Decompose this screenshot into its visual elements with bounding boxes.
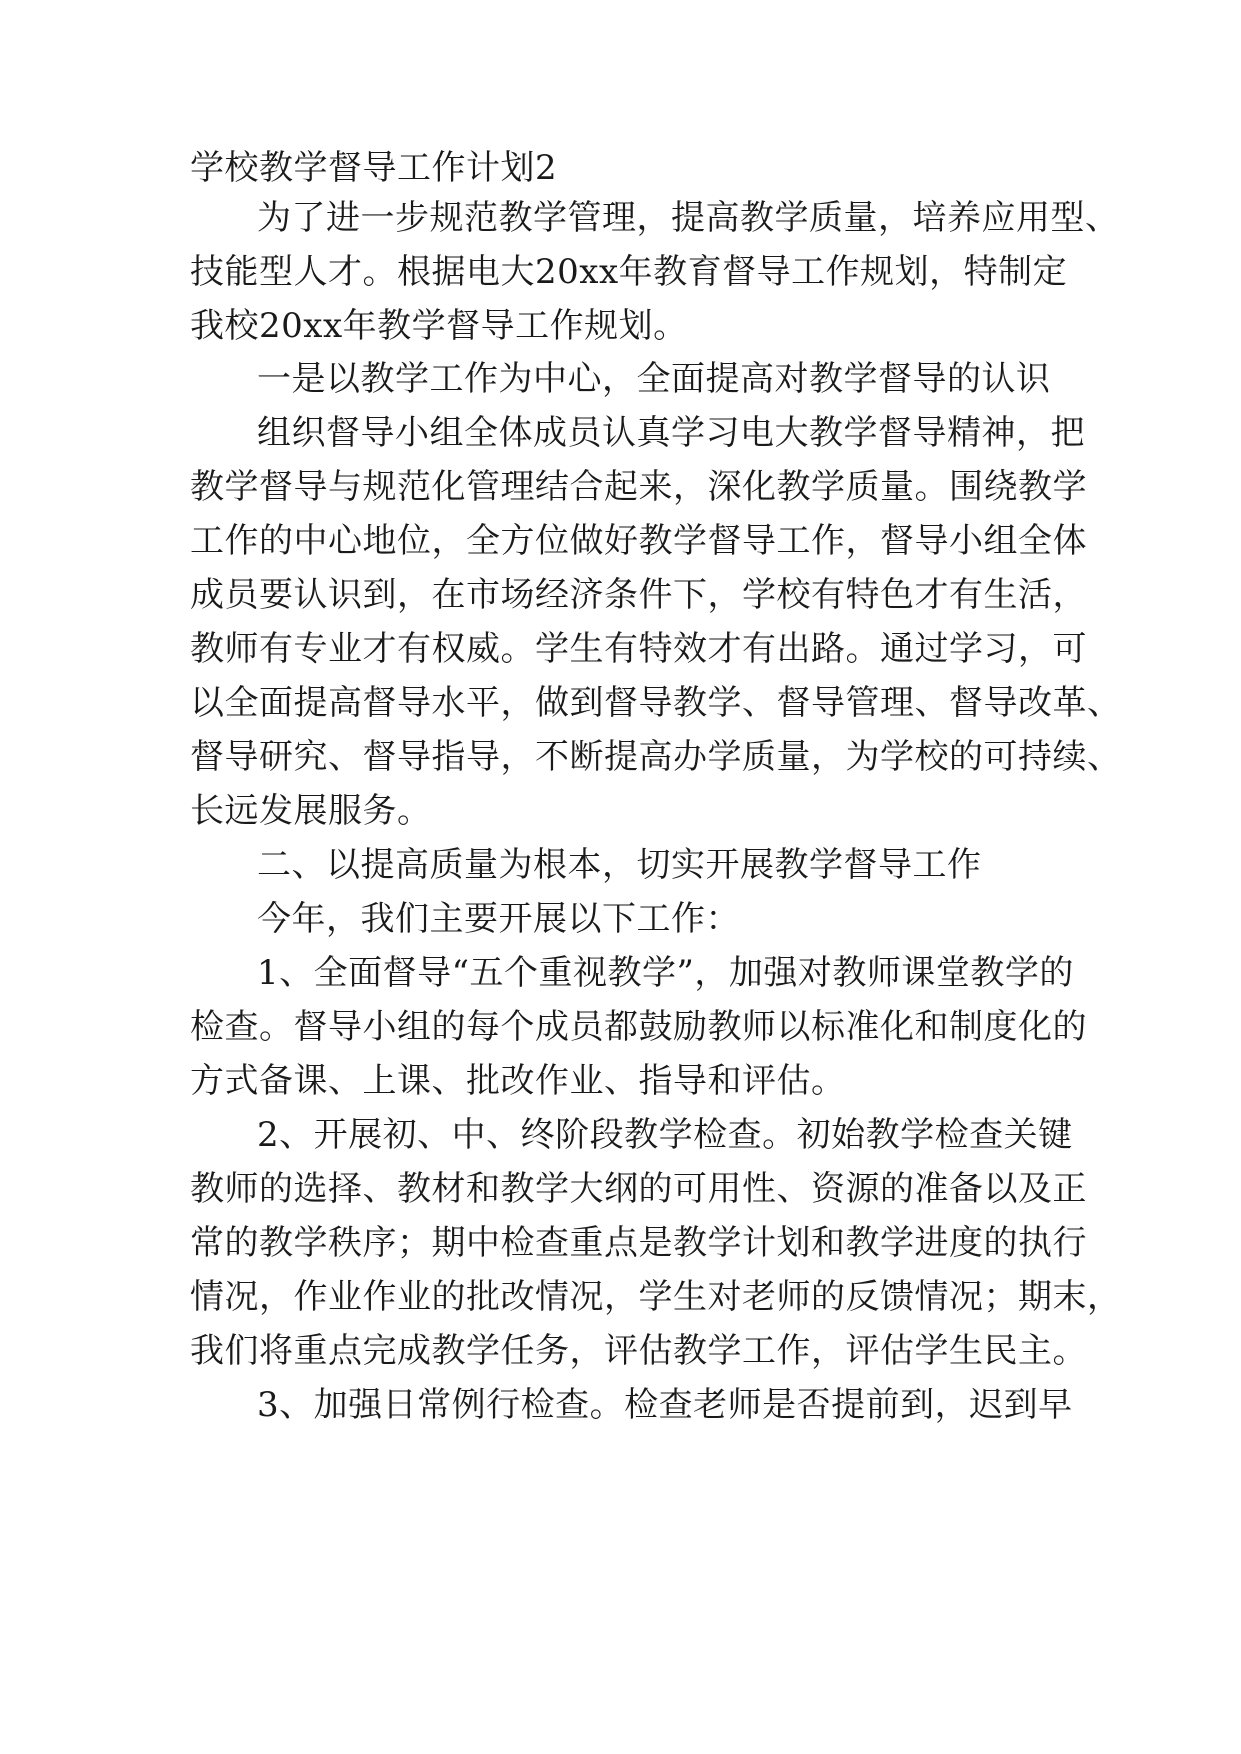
paragraph-line: 1、全面督导“五个重视教学”，加强对教师课堂教学的: [257, 953, 1074, 993]
paragraph-line: 今年，我们主要开展以下工作：: [257, 899, 740, 939]
paragraph-line: 3、加强日常例行检查。检查老师是否提前到，迟到早: [257, 1385, 1073, 1425]
paragraph-line: 成员要认识到，在市场经济条件下，学校有特色才有生活，: [190, 575, 1087, 615]
paragraph-line: 教师的选择、教材和教学大纲的可用性、资源的准备以及正: [190, 1169, 1087, 1209]
paragraph-line: 我们将重点完成教学任务，评估教学工作，评估学生民主。: [190, 1331, 1087, 1371]
paragraph-line: 以全面提高督导水平，做到督导教学、督导管理、督导改革、: [190, 683, 1122, 723]
paragraph-line: 方式备课、上课、批改作业、指导和评估。: [190, 1061, 846, 1101]
paragraph-line: 工作的中心地位，全方位做好教学督导工作，督导小组全体: [190, 521, 1087, 561]
paragraph-line: 技能型人才。根据电大20xx年教育督导工作规划，特制定: [190, 252, 1068, 292]
section-heading: 二、以提高质量为根本，切实开展教学督导工作: [257, 845, 982, 885]
paragraph-line: 为了进一步规范教学管理，提高教学质量，培养应用型、: [257, 198, 1120, 238]
paragraph-line: 教师有专业才有权威。学生有特效才有出路。通过学习，可: [190, 629, 1087, 669]
paragraph-line: 2、开展初、中、终阶段教学检查。初始教学检查关键: [257, 1115, 1073, 1155]
paragraph-line: 教学督导与规范化管理结合起来，深化教学质量。围绕教学: [190, 467, 1087, 507]
paragraph-line: 督导研究、督导指导，不断提高办学质量，为学校的可持续、: [190, 737, 1122, 777]
paragraph-line: 长远发展服务。: [190, 791, 432, 831]
paragraph-line: 检查。督导小组的每个成员都鼓励教师以标准化和制度化的: [190, 1007, 1087, 1047]
document-title: 学校教学督导工作计划2: [190, 148, 558, 188]
paragraph-line: 组织督导小组全体成员认真学习电大教学督导精神，把: [257, 413, 1085, 453]
paragraph-line: 常的教学秩序；期中检查重点是教学计划和教学进度的执行: [190, 1223, 1087, 1263]
paragraph-line: 我校20xx年教学督导工作规划。: [190, 306, 688, 346]
paragraph-line: 情况，作业作业的批改情况，学生对老师的反馈情况；期末，: [190, 1277, 1122, 1317]
section-heading: 一是以教学工作为中心，全面提高对教学督导的认识: [257, 359, 1051, 399]
